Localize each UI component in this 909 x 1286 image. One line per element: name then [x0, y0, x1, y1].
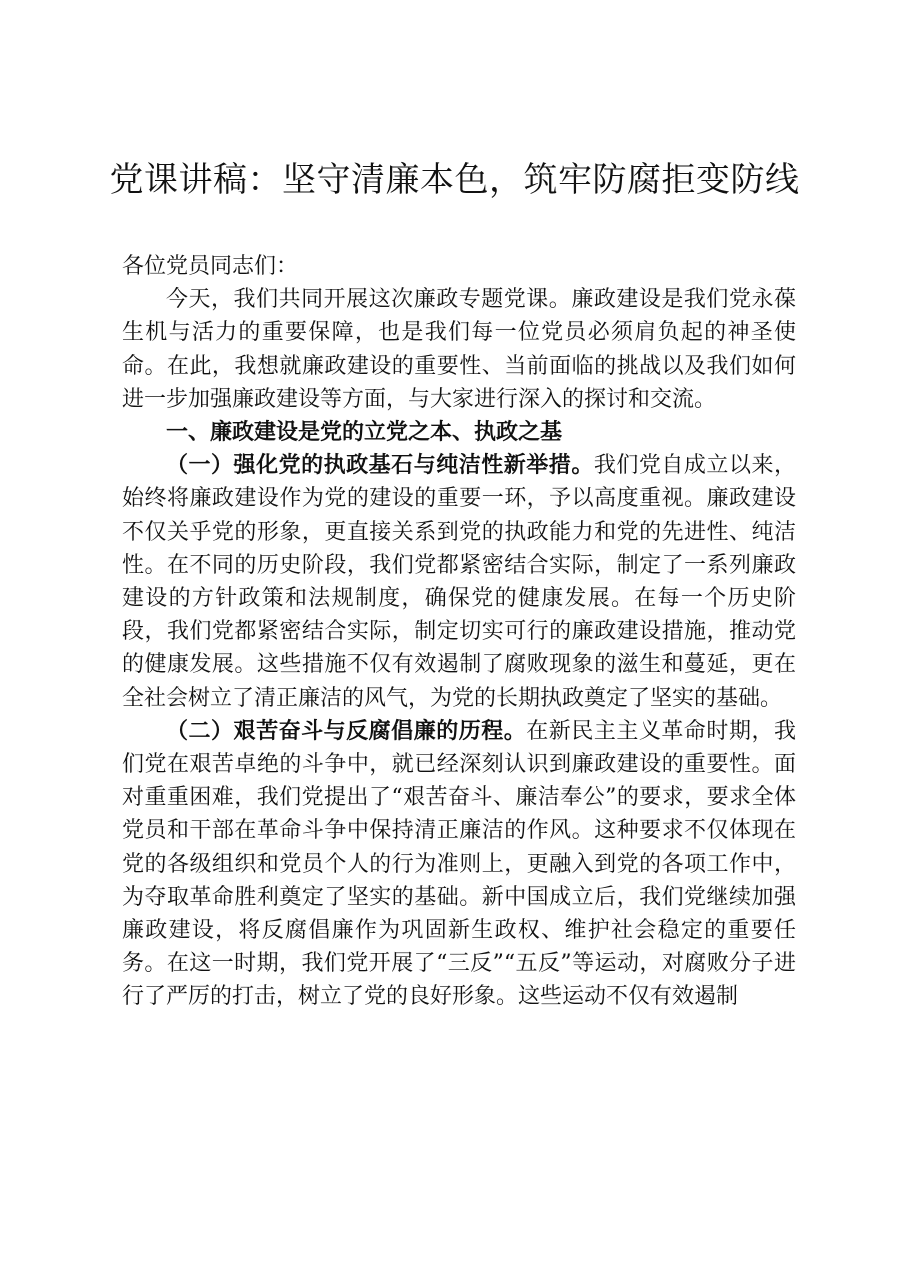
intro-paragraph: 今天，我们共同开展这次廉政专题党课。廉政建设是我们党永葆生机与活力的重要保障，也是我们每一位党员必须肩负起的神圣使命。在此，我想就廉政建设的重要性、当前面临的挑战以及我们如何进一步加强廉政建设等方面，与大家进行深入的探讨和交流。 — [122, 287, 796, 412]
subsection-paragraph-2 — [122, 715, 796, 1014]
document-body — [122, 250, 796, 1014]
document-title: 党课讲稿：坚守清廉本色，筑牢防腐拒变防线 — [109, 160, 800, 200]
subsection-paragraph-1 — [122, 449, 796, 715]
subsection-text-2: 在新民主主义革命时期，我们党在艰苦卓绝的斗争中，就已经深刻认识到廉政建设的重要性。面对重重困难，我们党提出了“艰苦奋斗、廉洁奉公”的要求，要求全体党员和干部在革命斗争中保持清正廉洁的作风。这种要求不仅体现在党的各级组织和党员个人的行为准则上，更融入到党的各项工作中，为夺取革命胜利奠定了坚实的基础。新中国成立后，我们党继续加强廉政建设，将反腐倡廉作为巩固新生政权、维护社会稳定的重要任务。在这一时期，我们党开展了“三反”“五反”等运动，对腐败分子进行了严厉的打击，树立了党的良好形象。这些运动不仅有效遏制 — [122, 718, 796, 1010]
subsection-lead-2: （二）艰苦奋斗与反腐倡廉的历程。 — [166, 718, 527, 744]
section-heading: 一、廉政建设是党的立党之本、执政之基 — [166, 420, 563, 446]
subsection-lead-1: （一）强化党的执政基石与纯洁性新举措。 — [166, 453, 594, 479]
subsection-text-1: 我们党自成立以来，始终将廉政建设作为党的建设的重要一环，予以高度重视。廉政建设不仅关乎党的形象，更直接关系到党的执政能力和党的先进性、纯洁性。在不同的历史阶段，我们党都紧密结合实际，制定了一系列廉政建设的方针政策和法规制度，确保党的健康发展。在每一个历史阶段，我们党都紧密结合实际，制定切实可行的廉政建设措施，推动党的健康发展。这些措施不仅有效遏制了腐败现象的滋生和蔓延，更在全社会树立了清正廉洁的风气，为党的长期执政奠定了坚实的基础。 — [122, 453, 796, 711]
salutation: 各位党员同志们： — [122, 254, 299, 279]
